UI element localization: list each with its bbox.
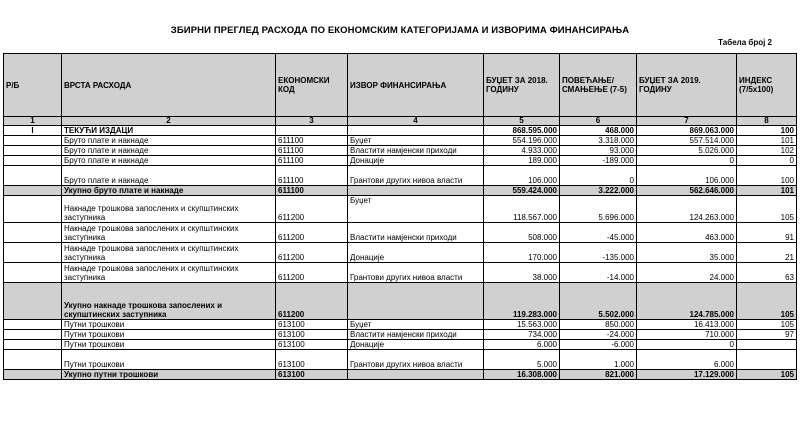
cell-index: 100 xyxy=(737,166,797,186)
cell-change: 0 xyxy=(560,166,637,186)
cell-funding-source: Властити намјенски приходи xyxy=(348,223,484,243)
cell-expense-type: Путни трошкови xyxy=(62,350,276,370)
cell-budget-2018: 38.000 xyxy=(484,263,560,283)
header-funding-source: ИЗВОР ФИНАНСИРАЊА xyxy=(348,54,484,117)
cell-expense-type: Укупно путни трошкови xyxy=(62,370,276,380)
col-number: 5 xyxy=(484,117,560,126)
cell-expense-type: Укупно бруто плате и накнаде xyxy=(62,186,276,196)
cell-funding-source xyxy=(348,283,484,320)
cell-rb: I xyxy=(4,126,62,136)
table-reference: Табела број 2 xyxy=(718,38,772,47)
cell-index xyxy=(737,350,797,370)
cell-budget-2018: 734.000 xyxy=(484,330,560,340)
cell-expense-type: Укупно накнаде трошкова запослених и скупштинских заступника xyxy=(62,283,276,320)
cell-change: -45.000 xyxy=(560,223,637,243)
cell-change: 93.000 xyxy=(560,146,637,156)
cell-rb xyxy=(4,146,62,156)
cell-economic-code: 613100 xyxy=(276,350,348,370)
cell-index: 101 xyxy=(737,186,797,196)
cell-budget-2019: 124.263.000 xyxy=(637,196,737,223)
table-row xyxy=(4,350,797,370)
cell-budget-2019: 106.000 xyxy=(637,166,737,186)
cell-change: 3.222.000 xyxy=(560,186,637,196)
cell-budget-2019: 35.000 xyxy=(637,243,737,263)
cell-budget-2018: 15.563.000 xyxy=(484,320,560,330)
cell-change: -6.000 xyxy=(560,340,637,350)
cell-funding-source: Донације xyxy=(348,340,484,350)
cell-expense-type: ТЕКУЋИ ИЗДАЦИ xyxy=(62,126,276,136)
cell-budget-2018: 170.000 xyxy=(484,243,560,263)
cell-economic-code: 611100 xyxy=(276,136,348,146)
cell-economic-code: 611200 xyxy=(276,283,348,320)
cell-budget-2018: 5.000 xyxy=(484,350,560,370)
cell-change: -189.000 xyxy=(560,156,637,166)
header-expense-type: ВРСТА РАСХОДА xyxy=(62,54,276,117)
cell-rb xyxy=(4,136,62,146)
cell-funding-source: Грантови других нивоа власти xyxy=(348,263,484,283)
cell-rb xyxy=(4,223,62,243)
cell-index: 63 xyxy=(737,263,797,283)
cell-expense-type: Накнаде трошкова запослених и скупштинских заступника xyxy=(62,263,276,283)
cell-funding-source xyxy=(348,186,484,196)
cell-budget-2019: 16.413.000 xyxy=(637,320,737,330)
cell-economic-code: 611200 xyxy=(276,196,348,223)
cell-rb xyxy=(4,263,62,283)
cell-expense-type: Накнаде трошкова запослених и скупштинских заступника xyxy=(62,223,276,243)
table-row xyxy=(4,370,797,380)
col-number: 3 xyxy=(276,117,348,126)
cell-funding-source: Донације xyxy=(348,156,484,166)
table-row xyxy=(4,196,797,223)
cell-funding-source xyxy=(348,126,484,136)
cell-change: 850.000 xyxy=(560,320,637,330)
cell-change: -135.000 xyxy=(560,243,637,263)
cell-economic-code: 613100 xyxy=(276,330,348,340)
cell-rb xyxy=(4,330,62,340)
cell-change: -14.000 xyxy=(560,263,637,283)
document-title: ЗБИРНИ ПРЕГЛЕД РАСХОДА ПО ЕКОНОМСКИМ КАТЕГОРИЈАМА И ИЗВОРИМА ФИНАНСИРАЊА xyxy=(170,25,630,36)
table-row xyxy=(4,126,797,136)
table-row xyxy=(4,136,797,146)
cell-change: 468.000 xyxy=(560,126,637,136)
cell-index: 102 xyxy=(737,146,797,156)
cell-change: -24.000 xyxy=(560,330,637,340)
cell-funding-source: Грантови других нивоа власти xyxy=(348,350,484,370)
expense-table xyxy=(3,53,797,380)
table-row xyxy=(4,156,797,166)
cell-budget-2018: 106.000 xyxy=(484,166,560,186)
col-number: 1 xyxy=(4,117,62,126)
cell-index: 105 xyxy=(737,370,797,380)
header-economic-code: ЕКОНОМСКИ КОД xyxy=(276,54,348,117)
cell-rb xyxy=(4,370,62,380)
cell-index: 101 xyxy=(737,136,797,146)
cell-budget-2019: 0 xyxy=(637,340,737,350)
cell-expense-type: Бруто плате и накнаде xyxy=(62,156,276,166)
cell-budget-2019: 562.646.000 xyxy=(637,186,737,196)
table-row xyxy=(4,263,797,283)
cell-economic-code: 613100 xyxy=(276,340,348,350)
cell-index: 21 xyxy=(737,243,797,263)
cell-rb xyxy=(4,283,62,320)
col-number: 7 xyxy=(637,117,737,126)
cell-change: 3.318.000 xyxy=(560,136,637,146)
cell-budget-2018: 16.308.000 xyxy=(484,370,560,380)
cell-budget-2018: 118.567.000 xyxy=(484,196,560,223)
cell-budget-2019: 463.000 xyxy=(637,223,737,243)
cell-budget-2018: 4.933.000 xyxy=(484,146,560,156)
cell-expense-type: Путни трошкови xyxy=(62,330,276,340)
cell-budget-2019: 557.514.000 xyxy=(637,136,737,146)
cell-budget-2019: 869.063.000 xyxy=(637,126,737,136)
table-row xyxy=(4,223,797,243)
table-row xyxy=(4,243,797,263)
table-row xyxy=(4,186,797,196)
cell-rb xyxy=(4,350,62,370)
table-row xyxy=(4,330,797,340)
cell-change: 5.502.000 xyxy=(560,283,637,320)
cell-funding-source xyxy=(348,370,484,380)
table-row xyxy=(4,340,797,350)
cell-budget-2018: 554.196.000 xyxy=(484,136,560,146)
cell-economic-code: 611200 xyxy=(276,223,348,243)
cell-economic-code: 611100 xyxy=(276,146,348,156)
cell-expense-type: Накнаде трошкова запослених и скупштинских заступника xyxy=(62,196,276,223)
cell-rb xyxy=(4,166,62,186)
cell-funding-source: Грантови других нивоа власти xyxy=(348,166,484,186)
cell-economic-code: 611100 xyxy=(276,166,348,186)
col-number: 6 xyxy=(560,117,637,126)
cell-change: 1.000 xyxy=(560,350,637,370)
cell-budget-2019: 17.129.000 xyxy=(637,370,737,380)
cell-economic-code xyxy=(276,126,348,136)
cell-budget-2018: 189.000 xyxy=(484,156,560,166)
table-row xyxy=(4,166,797,186)
cell-expense-type: Путни трошкови xyxy=(62,320,276,330)
cell-index: 105 xyxy=(737,196,797,223)
header-rb: Р/Б xyxy=(4,54,62,117)
cell-economic-code: 611200 xyxy=(276,263,348,283)
cell-budget-2019: 124.785.000 xyxy=(637,283,737,320)
cell-budget-2019: 0 xyxy=(637,156,737,166)
cell-budget-2019: 6.000 xyxy=(637,350,737,370)
cell-expense-type: Бруто плате и накнаде xyxy=(62,166,276,186)
cell-economic-code: 611100 xyxy=(276,156,348,166)
cell-index: 97 xyxy=(737,330,797,340)
cell-index: 105 xyxy=(737,283,797,320)
cell-index: 0 xyxy=(737,156,797,166)
cell-budget-2018: 119.283.000 xyxy=(484,283,560,320)
cell-rb xyxy=(4,156,62,166)
table-row xyxy=(4,283,797,320)
cell-budget-2019: 24.000 xyxy=(637,263,737,283)
header-budget-2018: БУЏЕТ ЗА 2018. ГОДИНУ xyxy=(484,54,560,117)
cell-rb xyxy=(4,340,62,350)
cell-economic-code: 611200 xyxy=(276,243,348,263)
cell-expense-type: Путни трошкови xyxy=(62,340,276,350)
cell-rb xyxy=(4,196,62,223)
cell-rb xyxy=(4,243,62,263)
table-row xyxy=(4,146,797,156)
cell-economic-code: 613100 xyxy=(276,320,348,330)
cell-funding-source: Властити намјенски приходи xyxy=(348,146,484,156)
cell-economic-code: 611100 xyxy=(276,186,348,196)
cell-index: 105 xyxy=(737,320,797,330)
table-row xyxy=(4,320,797,330)
cell-funding-source: Буџет xyxy=(348,136,484,146)
col-number: 8 xyxy=(737,117,797,126)
cell-economic-code: 613100 xyxy=(276,370,348,380)
cell-funding-source: Донације xyxy=(348,243,484,263)
cell-funding-source: Буџет xyxy=(348,196,484,223)
cell-budget-2018: 868.595.000 xyxy=(484,126,560,136)
cell-funding-source: Властити намјенски приходи xyxy=(348,330,484,340)
col-number: 2 xyxy=(62,117,276,126)
cell-budget-2019: 710.000 xyxy=(637,330,737,340)
cell-rb xyxy=(4,186,62,196)
cell-index xyxy=(737,340,797,350)
cell-expense-type: Бруто плате и накнаде xyxy=(62,146,276,156)
cell-budget-2019: 5.026.000 xyxy=(637,146,737,156)
col-number: 4 xyxy=(348,117,484,126)
column-number-row xyxy=(4,117,797,126)
cell-budget-2018: 559.424.000 xyxy=(484,186,560,196)
header-index: ИНДЕКС (7/5x100) xyxy=(737,54,797,117)
cell-budget-2018: 508.000 xyxy=(484,223,560,243)
cell-expense-type: Бруто плате и накнаде xyxy=(62,136,276,146)
cell-index: 100 xyxy=(737,126,797,136)
cell-funding-source: Буџет xyxy=(348,320,484,330)
cell-expense-type: Накнаде трошкова запослених и скупштинских заступника xyxy=(62,243,276,263)
cell-rb xyxy=(4,320,62,330)
header-change: ПОВЕЋАЊЕ/ СМАЊЕЊЕ (7-5) xyxy=(560,54,637,117)
header-budget-2019: БУЏЕТ ЗА 2019. ГОДИНУ xyxy=(637,54,737,117)
cell-index: 91 xyxy=(737,223,797,243)
cell-change: 5.696.000 xyxy=(560,196,637,223)
cell-budget-2018: 6.000 xyxy=(484,340,560,350)
header-row xyxy=(4,54,797,117)
cell-change: 821.000 xyxy=(560,370,637,380)
